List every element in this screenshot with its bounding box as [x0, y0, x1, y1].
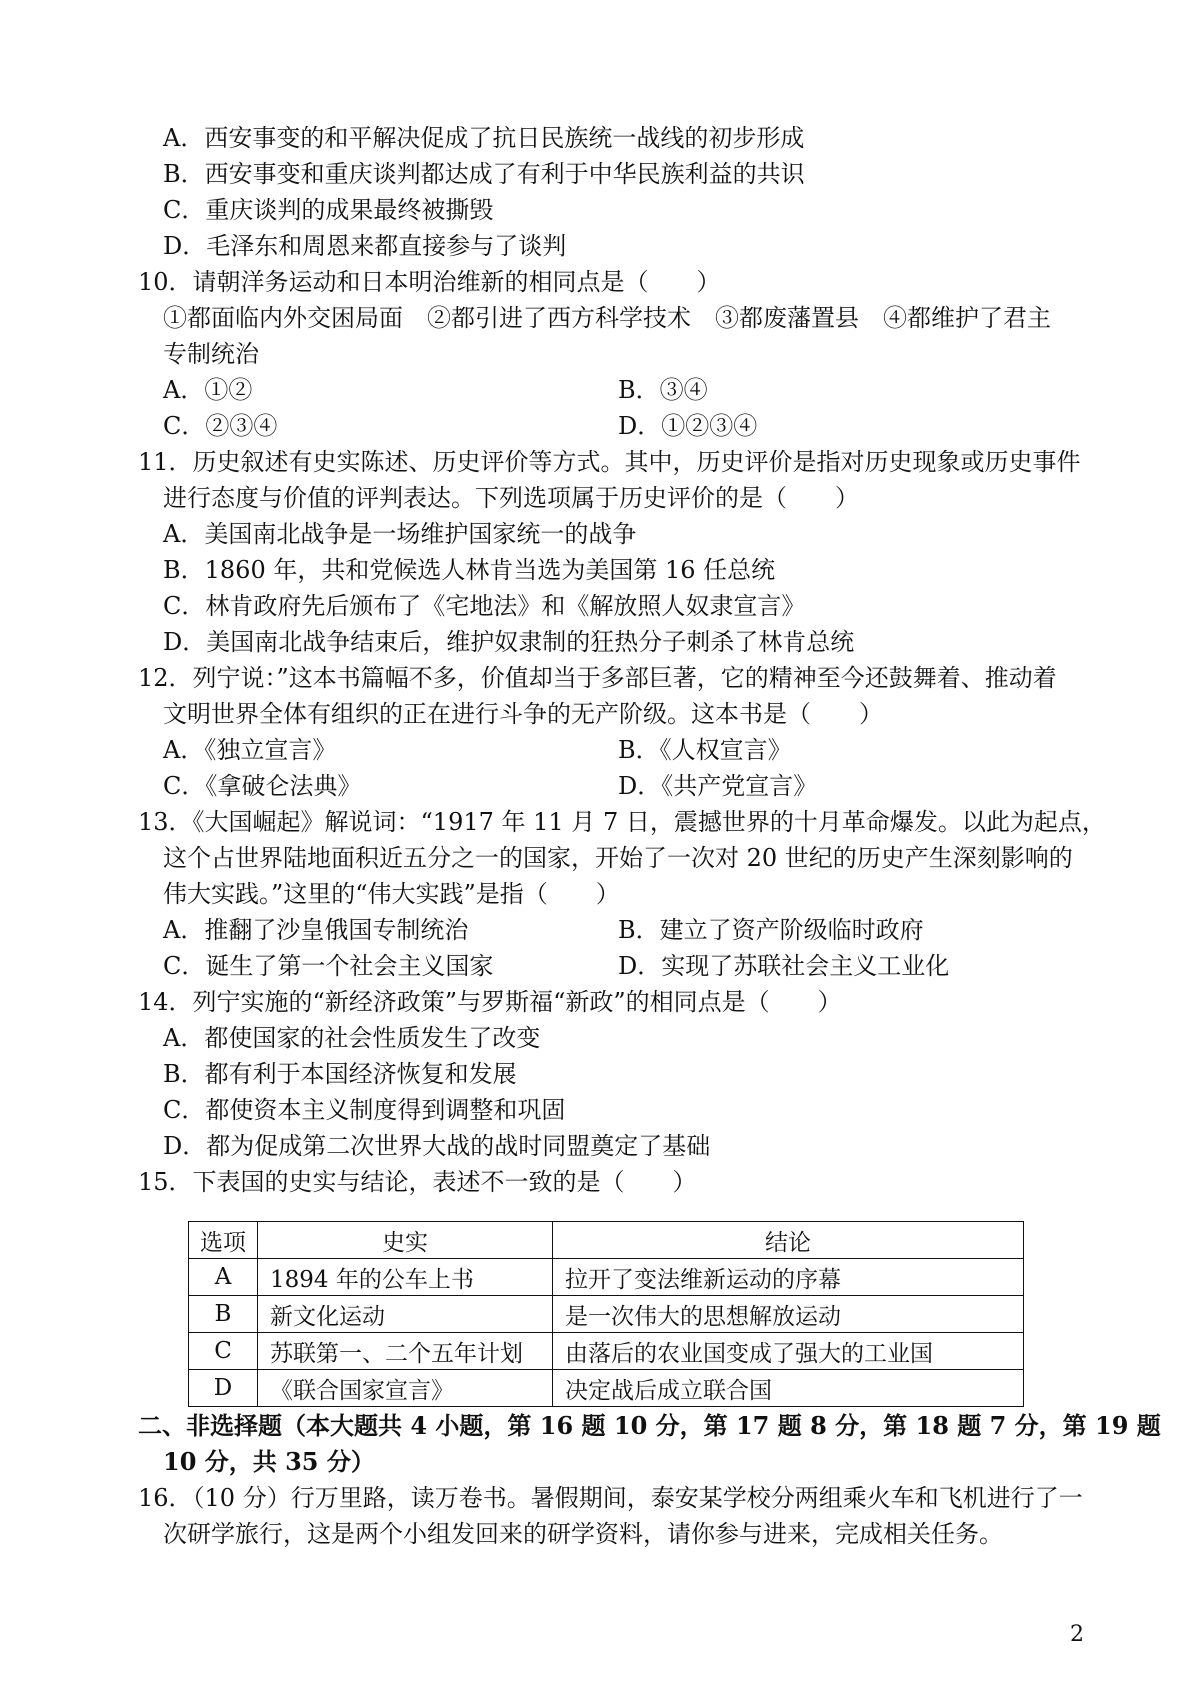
- section2-heading-line2: 10 分，共 35 分）: [163, 1447, 375, 1476]
- q13-option-a: A．推翻了沙皇俄国专制统治: [163, 916, 469, 944]
- table-cell-option: C: [189, 1333, 258, 1370]
- table-cell-fact: 《联合国家宣言》: [258, 1370, 553, 1407]
- q12-option-a: A．《独立宣言》: [163, 736, 337, 764]
- q9-option-c: C．重庆谈判的成果最终被撕毁: [163, 196, 494, 224]
- table-header-option: 选项: [189, 1222, 258, 1259]
- table-row: [189, 1296, 1024, 1333]
- table-cell-option: A: [189, 1259, 258, 1296]
- q10-option-b: B．③④: [618, 376, 708, 404]
- q15-facts-table: [188, 1221, 1024, 1407]
- table-cell-conclusion: 决定战后成立联合国: [553, 1370, 1024, 1407]
- table-header-row: [189, 1222, 1024, 1259]
- q12-stem-line1: 12．列宁说：”这本书篇幅不多，价值却当于多部巨著，它的精神至今还鼓舞着、推动着: [138, 664, 1057, 692]
- q11-option-c: C．林肯政府先后颁布了《宅地法》和《解放照人奴隶宣言》: [163, 592, 806, 620]
- q16-stem-line2: 次研学旅行，这是两个小组发回来的研学资料，请你参与进来，完成相关任务。: [163, 1520, 1003, 1548]
- q10-option-d: D．①②③④: [618, 412, 758, 440]
- table-cell-fact: 苏联第一、二个五年计划: [258, 1333, 553, 1370]
- q14-stem: 14．列宁实施的“新经济政策”与罗斯福“新政”的相同点是（ ）: [138, 988, 842, 1016]
- q13-stem-line1: 13．《大国崛起》解说词：“1917 年 11 月 7 日，震撼世界的十月革命爆发。以此为起点，: [138, 808, 1106, 836]
- q12-option-c: C．《拿破仑法典》: [163, 772, 362, 800]
- q14-option-b: B．都有利于本国经济恢复和发展: [163, 1060, 517, 1088]
- q13-stem-line2: 这个占世界陆地面积近五分之一的国家，开始了一次对 20 世纪的历史产生深刻影响的: [163, 844, 1073, 872]
- q10-items-line2: 专制统治: [163, 340, 259, 368]
- q10-option-a: A．①②: [163, 376, 253, 404]
- q14-option-a: A．都使国家的社会性质发生了改变: [163, 1024, 541, 1052]
- q13-option-d: D．实现了苏联社会主义工业化: [618, 952, 950, 980]
- table-cell-conclusion: 由落后的农业国变成了强大的工业国: [553, 1333, 1024, 1370]
- q15-stem: 15．下表国的史实与结论，表述不一致的是（ ）: [138, 1168, 697, 1196]
- q14-option-d: D．都为促成第二次世界大战的战时同盟奠定了基础: [163, 1132, 711, 1160]
- q14-option-c: C．都使资本主义制度得到调整和巩固: [163, 1096, 566, 1124]
- q12-stem-line2: 文明世界全体有组织的正在进行斗争的无产阶级。这本书是（ ）: [163, 700, 883, 728]
- table-row: [189, 1370, 1024, 1407]
- table-header-conclusion: 结论: [553, 1222, 1024, 1259]
- table-cell-fact: 新文化运动: [258, 1296, 553, 1333]
- section2-heading-line1: 二、非选择题（本大题共 4 小题，第 16 题 10 分，第 17 题 8 分，第 18 题 7 分，第 19 题: [138, 1411, 1161, 1440]
- q9-option-a: A．西安事变的和平解决促成了抗日民族统一战线的初步形成: [163, 124, 805, 152]
- q11-stem-line1: 11．历史叙述有史实陈述、历史评价等方式。其中，历史评价是指对历史现象或历史事件: [138, 448, 1081, 476]
- q12-option-b: B．《人权宣言》: [618, 736, 792, 764]
- q9-option-d: D．毛泽东和周恩来都直接参与了谈判: [163, 232, 567, 260]
- table-cell-conclusion: 是一次伟大的思想解放运动: [553, 1296, 1024, 1333]
- table-row: [189, 1259, 1024, 1296]
- q10-stem: 10．请朝洋务运动和日本明治维新的相同点是（ ）: [138, 268, 721, 296]
- q13-stem-line3: 伟大实践。”这里的“伟大实践”是指（ ）: [163, 880, 620, 908]
- q10-items-line1: ①都面临内外交困局面 ②都引进了西方科学技术 ③都废藩置县 ④都维护了君主: [163, 304, 1051, 332]
- q16-stem-line1: 16．（10 分）行万里路，读万卷书。暑假期间，泰安某学校分两组乘火车和飞机进行了一: [138, 1484, 1083, 1512]
- q11-option-a: A．美国南北战争是一场维护国家统一的战争: [163, 520, 637, 548]
- table-cell-option: D: [189, 1370, 258, 1407]
- table-header-fact: 史实: [258, 1222, 553, 1259]
- q11-option-b: B．1860 年，共和党候选人林肯当选为美国第 16 任总统: [163, 556, 776, 584]
- q9-option-b: B．西安事变和重庆谈判都达成了有利于中华民族利益的共识: [163, 160, 805, 188]
- q13-option-b: B．建立了资产阶级临时政府: [618, 916, 924, 944]
- table-row: [189, 1333, 1024, 1370]
- page-number: 2: [1070, 1622, 1084, 1647]
- table-cell-conclusion: 拉开了变法维新运动的序幕: [553, 1259, 1024, 1296]
- q12-option-d: D．《共产党宣言》: [618, 772, 818, 800]
- table-cell-option: B: [189, 1296, 258, 1333]
- q11-option-d: D．美国南北战争结束后，维护奴隶制的狂热分子刺杀了林肯总统: [163, 628, 855, 656]
- table-cell-fact: 1894 年的公车上书: [258, 1259, 553, 1296]
- q10-option-c: C．②③④: [163, 412, 278, 440]
- q11-stem-line2: 进行态度与价值的评判表达。下列选项属于历史评价的是（ ）: [163, 484, 859, 512]
- q13-option-c: C．诞生了第一个社会主义国家: [163, 952, 494, 980]
